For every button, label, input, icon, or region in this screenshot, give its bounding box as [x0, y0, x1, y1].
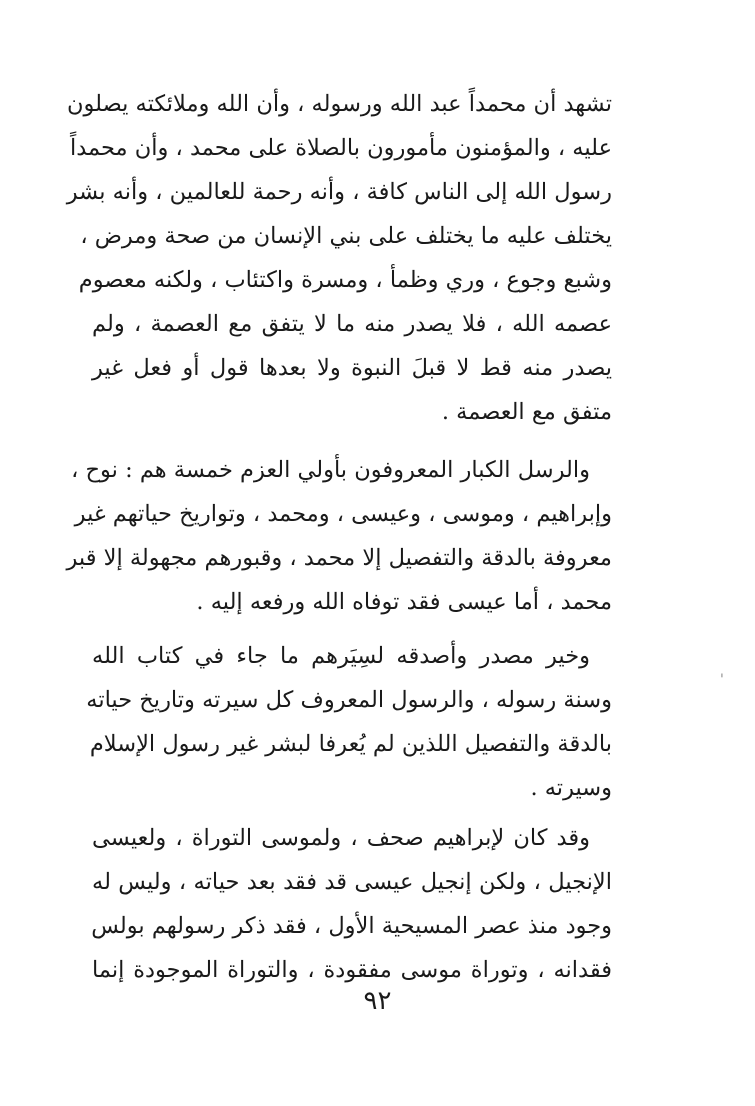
- margin-speck: ': [720, 672, 724, 688]
- text-line: بالدقة والتفصيل اللذين لم يُعرفا لبشر غير رسول الإسلام: [89, 731, 612, 757]
- page-number: ٩٢: [363, 986, 392, 1016]
- text-line: محمد ، أما عيسى فقد توفاه الله ورفعه إليه .: [196, 589, 612, 615]
- text-line: الإنجيل ، ولكن إنجيل عيسى قد فقد بعد حياته ، وليس له: [92, 869, 612, 895]
- text-line: وشبع وجوع ، وري وظمأ ، ومسرة واكتئاب ، ولكنه معصوم: [78, 267, 612, 293]
- text-line: وإبراهيم ، وموسى ، وعيسى ، ومحمد ، وتواريخ حياتهم غير: [74, 501, 612, 527]
- text-line: وسيرته .: [530, 775, 612, 801]
- text-line: وجود منذ عصر المسيحية الأول ، فقد ذكر رسولهم بولس: [91, 913, 612, 939]
- paragraph-4: [92, 816, 612, 992]
- text-line: والرسل الكبار المعروفون بأولي العزم خمسة هم : نوح ،: [71, 457, 590, 483]
- text-line: وخير مصدر وأصدقه لسِيَرهم ما جاء في كتاب الله: [92, 643, 590, 669]
- text-line: وقد كان لإبراهيم صحف ، ولموسى التوراة ، ولعيسى: [92, 825, 590, 851]
- paragraph-1: [66, 82, 612, 434]
- paragraph-2: [66, 448, 612, 624]
- text-line: يختلف عليه ما يختلف على بني الإنسان من صحة ومرض ،: [80, 223, 612, 249]
- text-line: فقدانه ، وتوراة موسى مفقودة ، والتوراة الموجودة إنما: [92, 957, 612, 983]
- text-line: يصدر منه قط لا قبلَ النبوة ولا بعدها قول أو فعل غير: [92, 355, 612, 381]
- paragraph-3: [86, 634, 612, 810]
- text-line: متفق مع العصمة .: [441, 399, 612, 425]
- text-line: معروفة بالدقة والتفصيل إلا محمد ، وقبورهم مجهولة إلا قبر: [66, 545, 612, 571]
- text-line: رسول الله إلى الناس كافة ، وأنه رحمة للعالمين ، وأنه بشر: [66, 179, 612, 205]
- text-line: عصمه الله ، فلا يصدر منه ما لا يتفق مع العصمة ، ولم: [92, 311, 612, 337]
- text-line: وسنة رسوله ، والرسول المعروف كل سيرته وتاريخ حياته: [86, 687, 612, 713]
- text-line: عليه ، والمؤمنون مأمورون بالصلاة على محمد ، وأن محمداً: [69, 135, 612, 161]
- text-line: تشهد أن محمداً عبد الله ورسوله ، وأن الله وملائكته يصلون: [67, 91, 612, 117]
